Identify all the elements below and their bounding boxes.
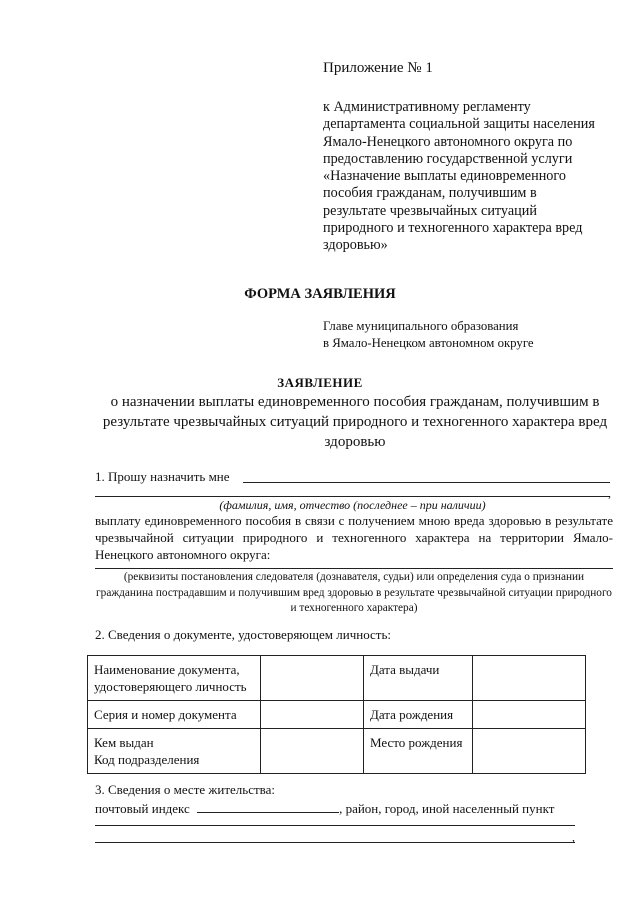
birth-date-label: Дата рождения xyxy=(370,707,454,722)
addressee-line: в Ямало-Ненецком автономном округе xyxy=(323,336,534,350)
statement-heading: ЗАЯВЛЕНИЕ xyxy=(277,375,363,390)
appendix-line: результате чрезвычайных ситуаций xyxy=(323,202,537,219)
postal-row xyxy=(95,800,554,817)
body-line: выплату единовременного пособия в связи с получением мною вреда здоровью в результате xyxy=(95,513,613,528)
address-input-line[interactable] xyxy=(95,825,575,826)
table-label-cell xyxy=(364,701,473,729)
table-label-cell xyxy=(88,729,261,774)
appendix-line: Ямало-Ненецкого автономного округа по xyxy=(323,133,573,150)
details-hint: (реквизиты постановления следователя (дознавателя, судьи) или определения суда о признании гражданина пострадавшим и получившим вред здоровью в результате чрезвычайной ситуации природного и техногенного характера) xyxy=(96,571,612,614)
issued-by-value[interactable] xyxy=(261,729,364,774)
body-line: Ненецкого автономного округа: xyxy=(95,547,271,562)
table-label-cell xyxy=(88,656,261,701)
body-line: чрезвычайной ситуации природного и техногенного характера на территории Ямало- xyxy=(95,530,613,545)
identity-document-table xyxy=(87,655,586,774)
appendix-line: пособия гражданам, получившим в xyxy=(323,185,537,202)
details-input-line[interactable] xyxy=(95,568,613,569)
section3-label: 3. Сведения о месте жительства: xyxy=(95,782,276,797)
postal-code-input-line[interactable] xyxy=(197,800,339,813)
issue-date-value[interactable] xyxy=(473,656,586,701)
doc-name-value[interactable] xyxy=(261,656,364,701)
addressee-block xyxy=(323,318,534,352)
series-number-value[interactable] xyxy=(261,701,364,729)
section1-label: 1. Прошу назначить мне xyxy=(95,469,230,484)
table-label-cell xyxy=(364,656,473,701)
unit-code-label: Код подразделения xyxy=(94,752,200,767)
locality-label: , район, город, иной населенный пункт xyxy=(339,801,555,816)
postal-code-label: почтовый индекс xyxy=(95,801,190,816)
name-input-line-2[interactable] xyxy=(95,496,610,497)
name-hint: (фамилия, имя, отчество (последнее – при наличии) xyxy=(219,498,486,512)
series-number-label: Серия и номер документа xyxy=(94,707,237,722)
section1-body xyxy=(95,512,613,563)
appendix-line: здоровью» xyxy=(323,237,388,254)
section2-label: 2. Сведения о документе, удостоверяющем личность: xyxy=(95,627,392,642)
issued-by-label: Кем выдан xyxy=(94,735,154,750)
birth-place-label: Место рождения xyxy=(370,735,463,750)
name-input-line[interactable] xyxy=(243,482,610,483)
statement-subtitle: о назначении выплаты единовременного пособия гражданам, получившим в результате чрезвычайных ситуаций природного и техногенного характера вред здоровью xyxy=(102,394,608,450)
appendix-line: департамента социальной защиты населения xyxy=(323,116,595,133)
appendix-line: к Административному регламенту xyxy=(323,99,531,115)
comma-mark: , xyxy=(608,486,611,500)
form-heading: ФОРМА ЗАЯВЛЕНИЯ xyxy=(244,286,396,302)
appendix-title: Приложение № 1 xyxy=(323,60,433,76)
appendix-line: «Назначение выплаты единовременного xyxy=(323,168,566,185)
table-label-cell xyxy=(88,701,261,729)
addressee-line: Главе муниципального образования xyxy=(323,319,519,333)
doc-name-label: Наименование документа, xyxy=(94,662,240,677)
doc-name-label-2: удостоверяющего личность xyxy=(94,679,247,694)
comma-mark: , xyxy=(572,830,575,844)
issue-date-label: Дата выдачи xyxy=(370,662,440,677)
birth-place-value[interactable] xyxy=(473,729,586,774)
appendix-text xyxy=(323,99,628,255)
appendix-line: предоставлению государственной услуги xyxy=(323,150,573,167)
birth-date-value[interactable] xyxy=(473,701,586,729)
address-input-line-2[interactable] xyxy=(95,842,575,843)
table-label-cell xyxy=(364,729,473,774)
appendix-line: природного и техногенного характера вред xyxy=(323,220,583,237)
